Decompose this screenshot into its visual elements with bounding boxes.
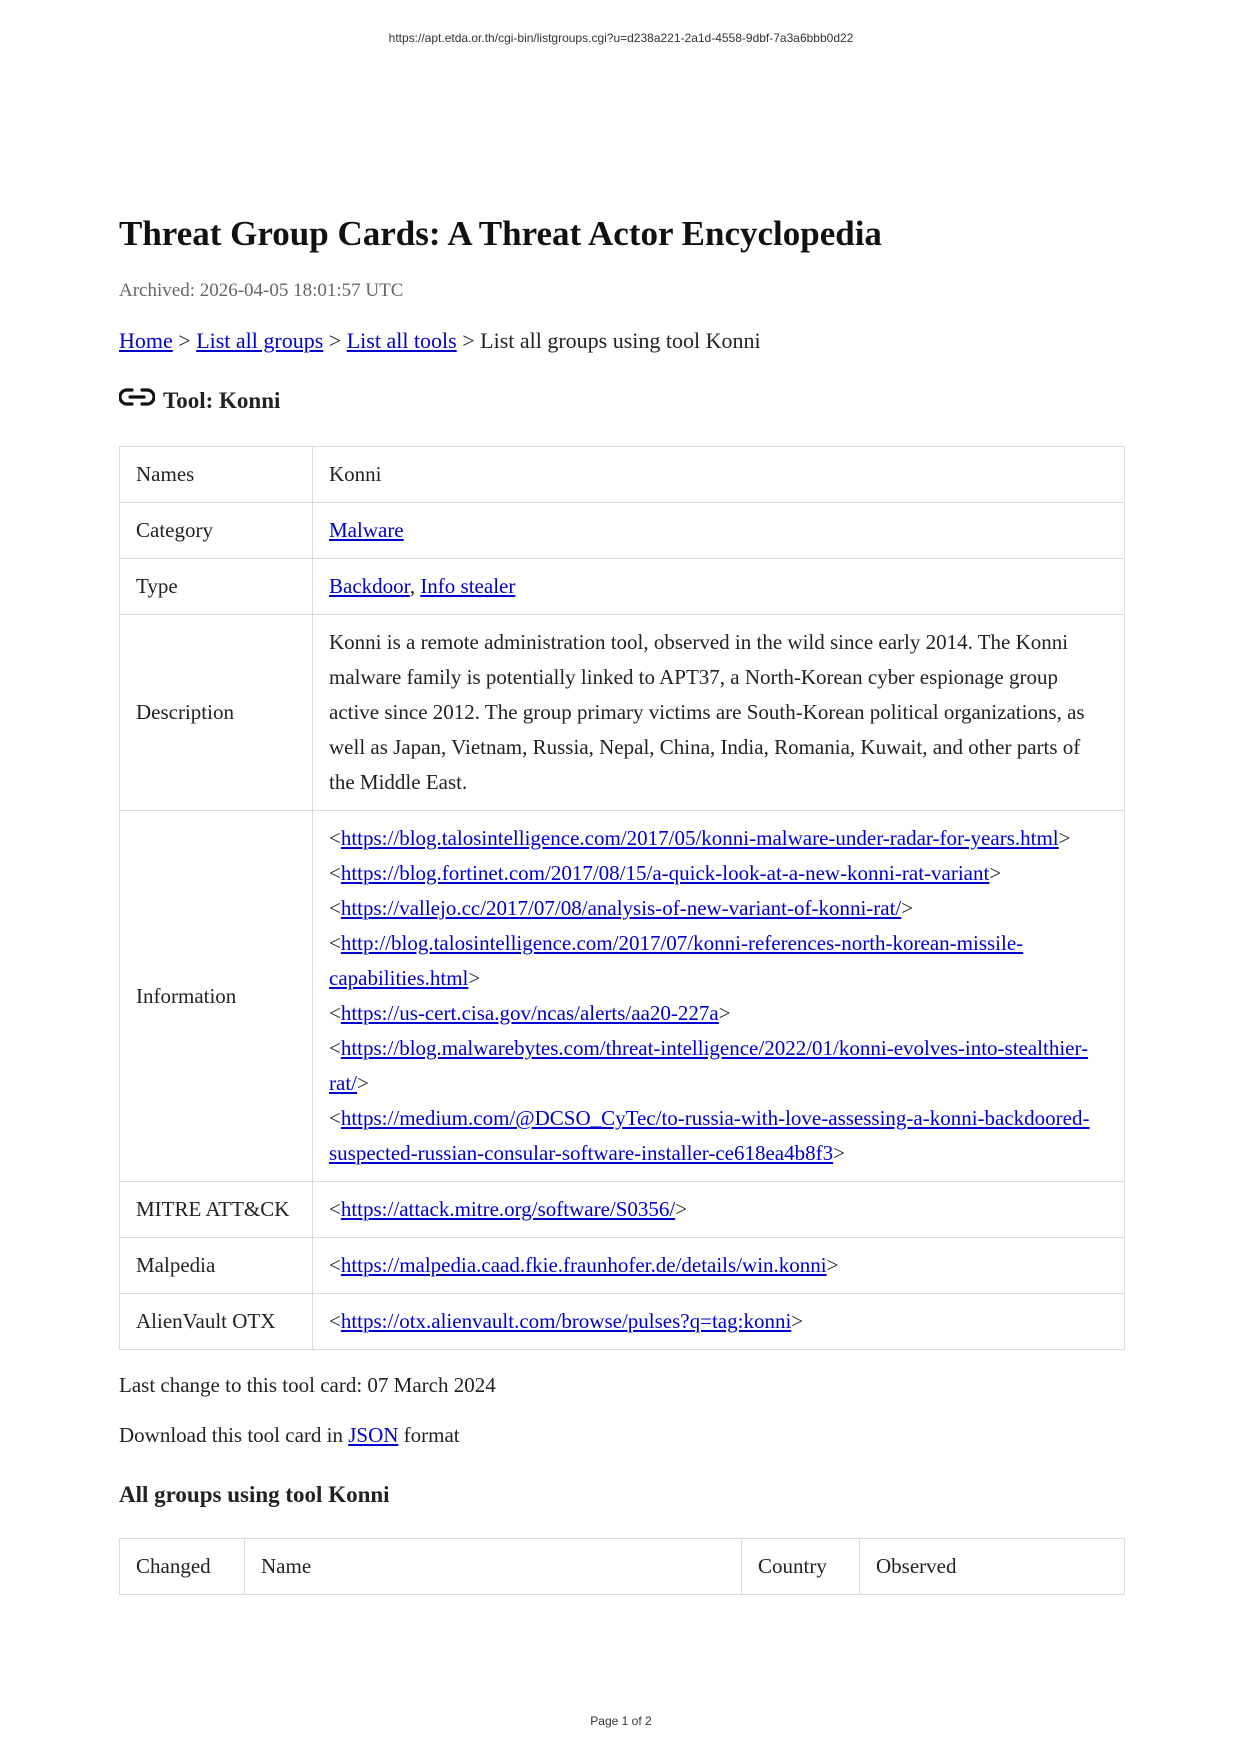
information-link[interactable]: https://medium.com/@DCSO_CyTec/to-russia-with-love-assessing-a-konni-backdoored-suspected-russian-consular-software-installer-ce618ea4b8f3 — [329, 1106, 1090, 1165]
information-link[interactable]: http://blog.talosintelligence.com/2017/07/konni-references-north-korean-missile-capabilities.html — [329, 931, 1024, 990]
breadcrumb — [119, 326, 1125, 356]
type-separator: , — [409, 574, 421, 598]
last-change-text: Last change to this tool card: 07 March 2024 — [119, 1373, 496, 1397]
breadcrumb-tools-link[interactable]: List all tools — [346, 328, 457, 353]
breadcrumb-separator: > — [456, 328, 481, 353]
tool-info-table — [119, 446, 1125, 1350]
table-row — [120, 615, 1125, 811]
type-link-backdoor[interactable]: Backdoor — [329, 574, 410, 598]
names-value: Konni — [313, 447, 1125, 503]
breadcrumb-groups-link[interactable]: List all groups — [196, 328, 324, 353]
link-icon — [119, 386, 155, 408]
page-url-header: https://apt.etda.or.th/cgi-bin/listgroups.cgi?u=d238a221-2a1d-4558-9dbf-7a3a6bbb0d22 — [388, 31, 854, 45]
groups-heading: All groups using tool Konni — [119, 1482, 390, 1507]
main-content — [119, 212, 1125, 1595]
groups-table — [119, 1538, 1125, 1595]
table-header-row — [120, 1539, 1125, 1595]
table-row — [120, 559, 1125, 615]
information-item: <https://us-cert.cisa.gov/ncas/alerts/aa20-227a> — [329, 1001, 731, 1025]
breadcrumb-separator: > — [172, 328, 197, 353]
information-link[interactable]: https://us-cert.cisa.gov/ncas/alerts/aa20-227a — [340, 1001, 719, 1025]
page-title: Threat Group Cards: A Threat Actor Encyclopedia — [119, 214, 882, 253]
tool-heading — [119, 386, 1125, 416]
information-item: <http://blog.talosintelligence.com/2017/07/konni-references-north-korean-missile-capabilities.html> — [329, 931, 1024, 990]
names-label: Names — [120, 447, 313, 503]
column-header-country[interactable]: Country — [742, 1539, 860, 1595]
mitre-link[interactable]: https://attack.mitre.org/software/S0356/ — [340, 1197, 676, 1221]
table-row — [120, 503, 1125, 559]
breadcrumb-home-link[interactable]: Home — [119, 328, 173, 353]
page-number: Page 1 of 2 — [590, 1714, 652, 1728]
category-label: Category — [120, 503, 313, 559]
malpedia-link[interactable]: https://malpedia.caad.fkie.fraunhofer.de/details/win.konni — [340, 1253, 827, 1277]
category-link[interactable]: Malware — [329, 518, 404, 542]
information-item: <https://blog.malwarebytes.com/threat-intelligence/2022/01/konni-evolves-into-stealthier-rat/> — [329, 1036, 1089, 1095]
mitre-label: MITRE ATT&CK — [120, 1182, 313, 1238]
information-cell — [313, 811, 1125, 1182]
malpedia-label: Malpedia — [120, 1238, 313, 1294]
otx-link[interactable]: https://otx.alienvault.com/browse/pulses?q=tag:konni — [340, 1309, 792, 1333]
description-label: Description — [120, 615, 313, 811]
information-link[interactable]: https://blog.fortinet.com/2017/08/15/a-quick-look-at-a-new-konni-rat-variant — [340, 861, 990, 885]
tool-heading-text: Tool: Konni — [163, 388, 281, 413]
download-suffix: format — [398, 1423, 460, 1447]
mitre-cell: <https://attack.mitre.org/software/S0356/> — [313, 1182, 1125, 1238]
breadcrumb-current: List all groups using tool Konni — [480, 328, 761, 353]
category-cell — [313, 503, 1125, 559]
information-link[interactable]: https://blog.talosintelligence.com/2017/05/konni-malware-under-radar-for-years.html — [340, 826, 1059, 850]
table-row — [120, 811, 1125, 1182]
breadcrumb-separator: > — [323, 328, 347, 353]
download-text — [119, 1420, 1125, 1450]
column-header-name[interactable]: Name — [245, 1539, 742, 1595]
information-item: <https://medium.com/@DCSO_CyTec/to-russia-with-love-assessing-a-konni-backdoored-suspected-russian-consular-software-installer-ce618ea4b8f3> — [329, 1106, 1090, 1165]
table-row — [120, 1238, 1125, 1294]
malpedia-cell: <https://malpedia.caad.fkie.fraunhofer.de/details/win.konni> — [313, 1238, 1125, 1294]
table-row — [120, 1294, 1125, 1350]
json-download-link[interactable]: JSON — [348, 1423, 399, 1447]
information-item: <https://blog.talosintelligence.com/2017/05/konni-malware-under-radar-for-years.html> — [329, 826, 1071, 850]
column-header-observed[interactable]: Observed — [860, 1539, 1125, 1595]
table-row — [120, 1182, 1125, 1238]
download-prefix: Download this tool card in — [119, 1423, 349, 1447]
type-cell — [313, 559, 1125, 615]
table-row — [120, 447, 1125, 503]
type-label: Type — [120, 559, 313, 615]
information-item: <https://vallejo.cc/2017/07/08/analysis-of-new-variant-of-konni-rat/> — [329, 896, 914, 920]
description-value: Konni is a remote administration tool, observed in the wild since early 2014. The Konni malware family is potentially linked to APT37, a North-Korean cyber espionage group active since 2012. The group primary victims are South-Korean political organizations, as well as Japan, Vietnam, Russia, Nepal, China, India, Romania, Kuwait, and other parts of the Middle East. — [313, 615, 1125, 811]
information-link[interactable]: https://blog.malwarebytes.com/threat-intelligence/2022/01/konni-evolves-into-stealthier-rat/ — [329, 1036, 1089, 1095]
otx-label: AlienVault OTX — [120, 1294, 313, 1350]
column-header-changed[interactable]: Changed — [120, 1539, 245, 1595]
information-link[interactable]: https://vallejo.cc/2017/07/08/analysis-of-new-variant-of-konni-rat/ — [340, 896, 902, 920]
type-link-info-stealer[interactable]: Info stealer — [420, 574, 516, 598]
archived-timestamp: Archived: 2026-04-05 18:01:57 UTC — [119, 280, 404, 301]
otx-cell: <https://otx.alienvault.com/browse/pulses?q=tag:konni> — [313, 1294, 1125, 1350]
information-label: Information — [120, 811, 313, 1182]
information-item: <https://blog.fortinet.com/2017/08/15/a-quick-look-at-a-new-konni-rat-variant> — [329, 861, 1002, 885]
